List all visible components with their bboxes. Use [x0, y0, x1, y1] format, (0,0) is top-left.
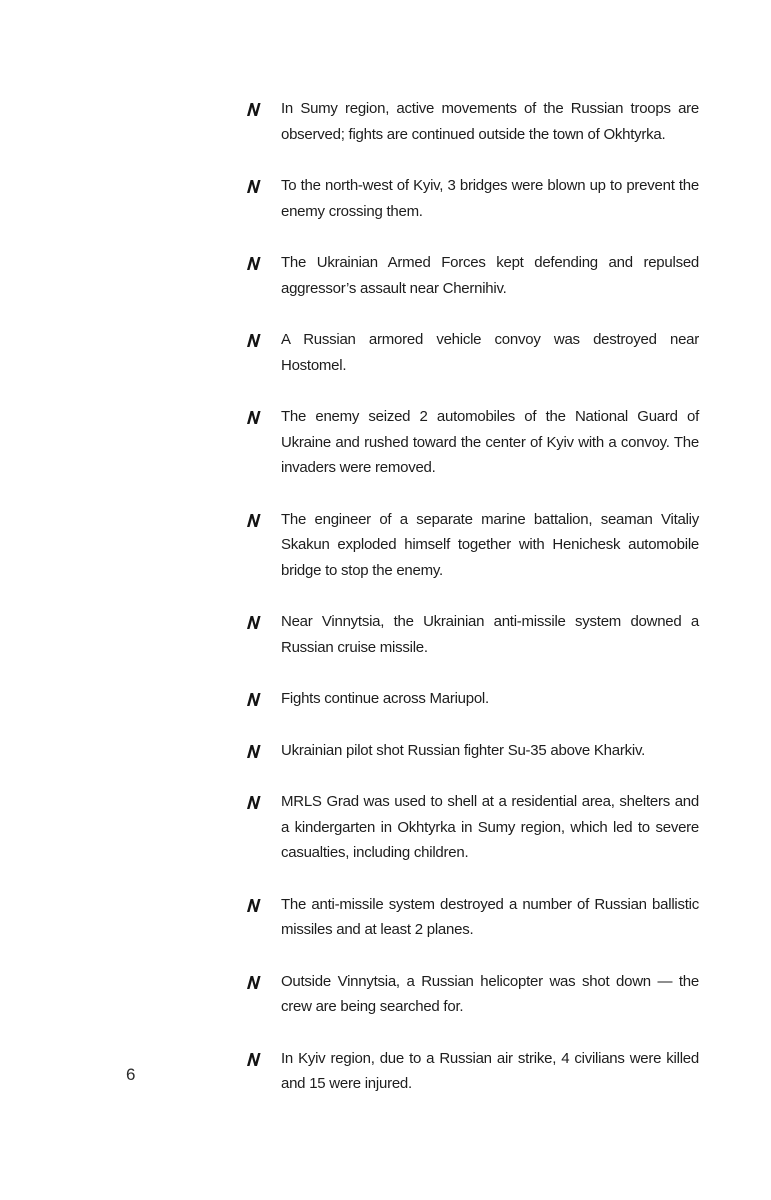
list-item-text: The engineer of a separate marine battalion, seaman Vitaliy Skakun exploded himself together with Henichesk automobile bridge to stop the enemy.	[281, 510, 699, 579]
list-item	[247, 892, 699, 943]
list-item-text: In Kyiv region, due to a Russian air strike, 4 civilians were killed and 15 were injured.	[281, 1049, 699, 1092]
list-item	[247, 1046, 699, 1097]
lightning-n-icon	[247, 250, 281, 270]
list-item-text: Near Vinnytsia, the Ukrainian anti-missile system downed a Russian cruise missile.	[281, 613, 699, 656]
list-item	[247, 969, 699, 1020]
list-item	[247, 507, 699, 584]
lightning-n-icon	[247, 738, 281, 758]
list-item-text: The enemy seized 2 automobiles of the National Guard of Ukraine and rushed toward the center of Kyiv with a convoy. The invaders were removed.	[281, 408, 699, 476]
list-item-text: In Sumy region, active movements of the Russian troops are observed; fights are continued outside the town of Okhtyrka.	[281, 100, 699, 143]
list-item-text: The anti-missile system destroyed a number of Russian ballistic missiles and at least 2 planes.	[281, 895, 699, 938]
lightning-n-icon	[247, 609, 281, 629]
list-item-text: MRLS Grad was used to shell at a residential area, shelters and a kindergarten in Okhtyrka in Sumy region, which led to severe casualties, including children.	[281, 793, 699, 861]
lightning-n-icon	[247, 96, 281, 116]
list-item	[247, 609, 699, 660]
list-item-text: A Russian armored vehicle convoy was destroyed near Hostomel.	[281, 331, 699, 374]
lightning-n-icon	[247, 327, 281, 347]
list-item	[247, 96, 699, 147]
list-item	[247, 789, 699, 866]
lightning-n-icon	[247, 686, 281, 706]
lightning-n-icon	[247, 173, 281, 193]
bullet-list	[247, 96, 699, 1097]
list-item	[247, 250, 699, 301]
list-item	[247, 404, 699, 481]
list-item-text: The Ukrainian Armed Forces kept defending and repulsed aggressor’s assault near Chernihiv.	[281, 254, 699, 297]
list-item-text: Ukrainian pilot shot Russian fighter Su-35 above Kharkiv.	[281, 741, 646, 759]
lightning-n-icon	[247, 1046, 281, 1066]
list-item	[247, 327, 699, 378]
list-item-text: To the north-west of Kyiv, 3 bridges were blown up to prevent the enemy crossing them.	[281, 177, 699, 220]
lightning-n-icon	[247, 969, 281, 989]
lightning-n-icon	[247, 507, 281, 527]
lightning-n-icon	[247, 404, 281, 424]
lightning-n-icon	[247, 892, 281, 912]
page-number: 6	[126, 1065, 136, 1084]
list-item	[247, 173, 699, 224]
list-item-text: Outside Vinnytsia, a Russian helicopter was shot down — the crew are being searched for.	[281, 972, 699, 1015]
list-item	[247, 686, 699, 712]
lightning-n-icon	[247, 789, 281, 809]
list-item-text: Fights continue across Mariupol.	[281, 690, 489, 707]
list-item	[247, 738, 699, 764]
